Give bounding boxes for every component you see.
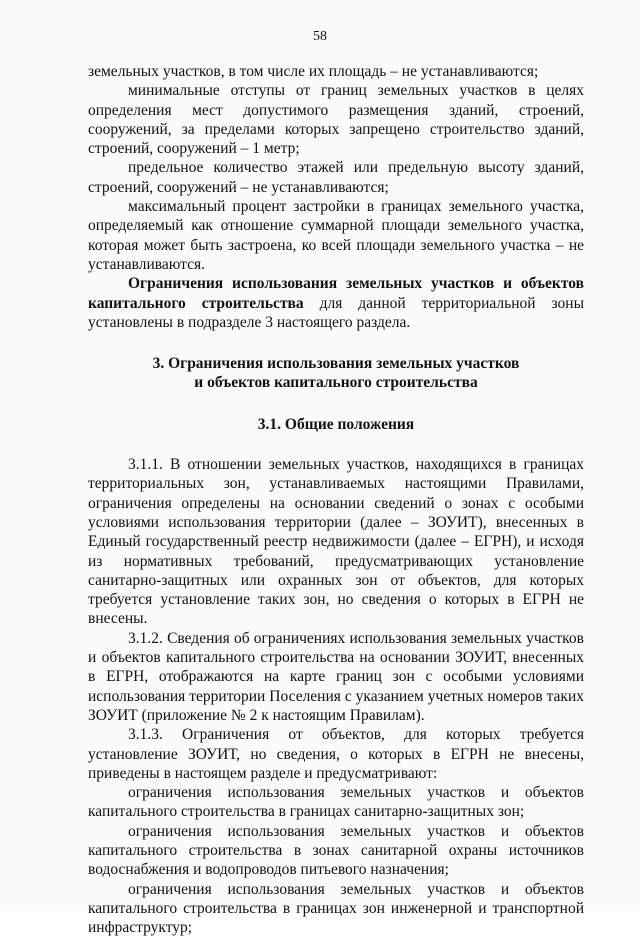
subsection-heading: 3.1. Общие положения <box>257 415 415 433</box>
paragraph: минимальные отступы от границ земельных участков в целях определения мест допустимого размещения зданий, строений, сооружений, за пределами которых запрещено строительство зданий, строений, сооружений – 1 метр; <box>88 82 584 158</box>
restriction-note-bold: Ограничения использования земельных участков и объектов капитального строительства <box>88 275 584 312</box>
restriction-note-text: для данной территориальной зоны установлены в подразделе 3 настоящего раздела. <box>88 294 584 331</box>
restriction-note <box>88 274 584 332</box>
paragraph: 3.1.1. В отношении земельных участков, находящихся в границах территориальных зон, устанавливаемых настоящими Правилами, ограничения определены на основании сведений о зонах с особыми условиями использования территории (далее – ЗОУИТ), внесенных в Единый государственный реестр недвижимости (далее – ЕГРН), и исходя из нормативных требований, предусматривающих установление санитарно-защитных или охранных зон от объектов, для которых требуется установление таких зон, но сведения о которых в ЕГРН не внесены. <box>88 456 584 628</box>
section-heading <box>88 354 584 393</box>
paragraph: земельных участков, в том числе их площадь – не устанавливаются; <box>88 63 539 80</box>
list-item: ограничения использования земельных участков и объектов капитального строительства в границах санитарно-защитных зон; <box>88 784 584 821</box>
paragraph: максимальный процент застройки в границах земельного участка, определяемый как отношение суммарной площади земельного участка, которая может быть застроена, ко всей площади земельного участка – не устанавливаются. <box>88 198 584 273</box>
list-item: ограничения использования земельных участков и объектов капитального строительства в зонах санитарной охраны источников водоснабжения и водопроводов питьевого назначения; <box>88 822 584 879</box>
list-item: ограничения использования земельных участков и объектов капитального строительства в границах зон инженерной и транспортной инфраструктур; <box>88 880 584 937</box>
paragraph: 3.1.2. Сведения об ограничениях использования земельных участков и объектов капитального строительства на основании ЗОУИТ, внесенных в ЕГРН, отображаются на карте границ зон с особыми условиями использования территории Поселения с указанием учетных номеров таких ЗОУИТ (приложение № 2 к настоящим Правилам). <box>88 629 584 724</box>
page-content <box>88 62 584 937</box>
section-heading-line1: 3. Ограничения использования земельных участков <box>152 355 520 373</box>
section-heading-line2: и объектов капитального строительства <box>194 374 478 392</box>
paragraph: предельное количество этажей или предельную высоту зданий, строений, сооружений – не устанавливаются; <box>88 159 584 196</box>
paragraph: 3.1.3. Ограничения от объектов, для которых требуется установление ЗОУИТ, но сведения, о которых в ЕГРН не внесены, приведены в настоящем разделе и предусматривают: <box>88 726 584 782</box>
page-number: 58 <box>313 29 327 44</box>
